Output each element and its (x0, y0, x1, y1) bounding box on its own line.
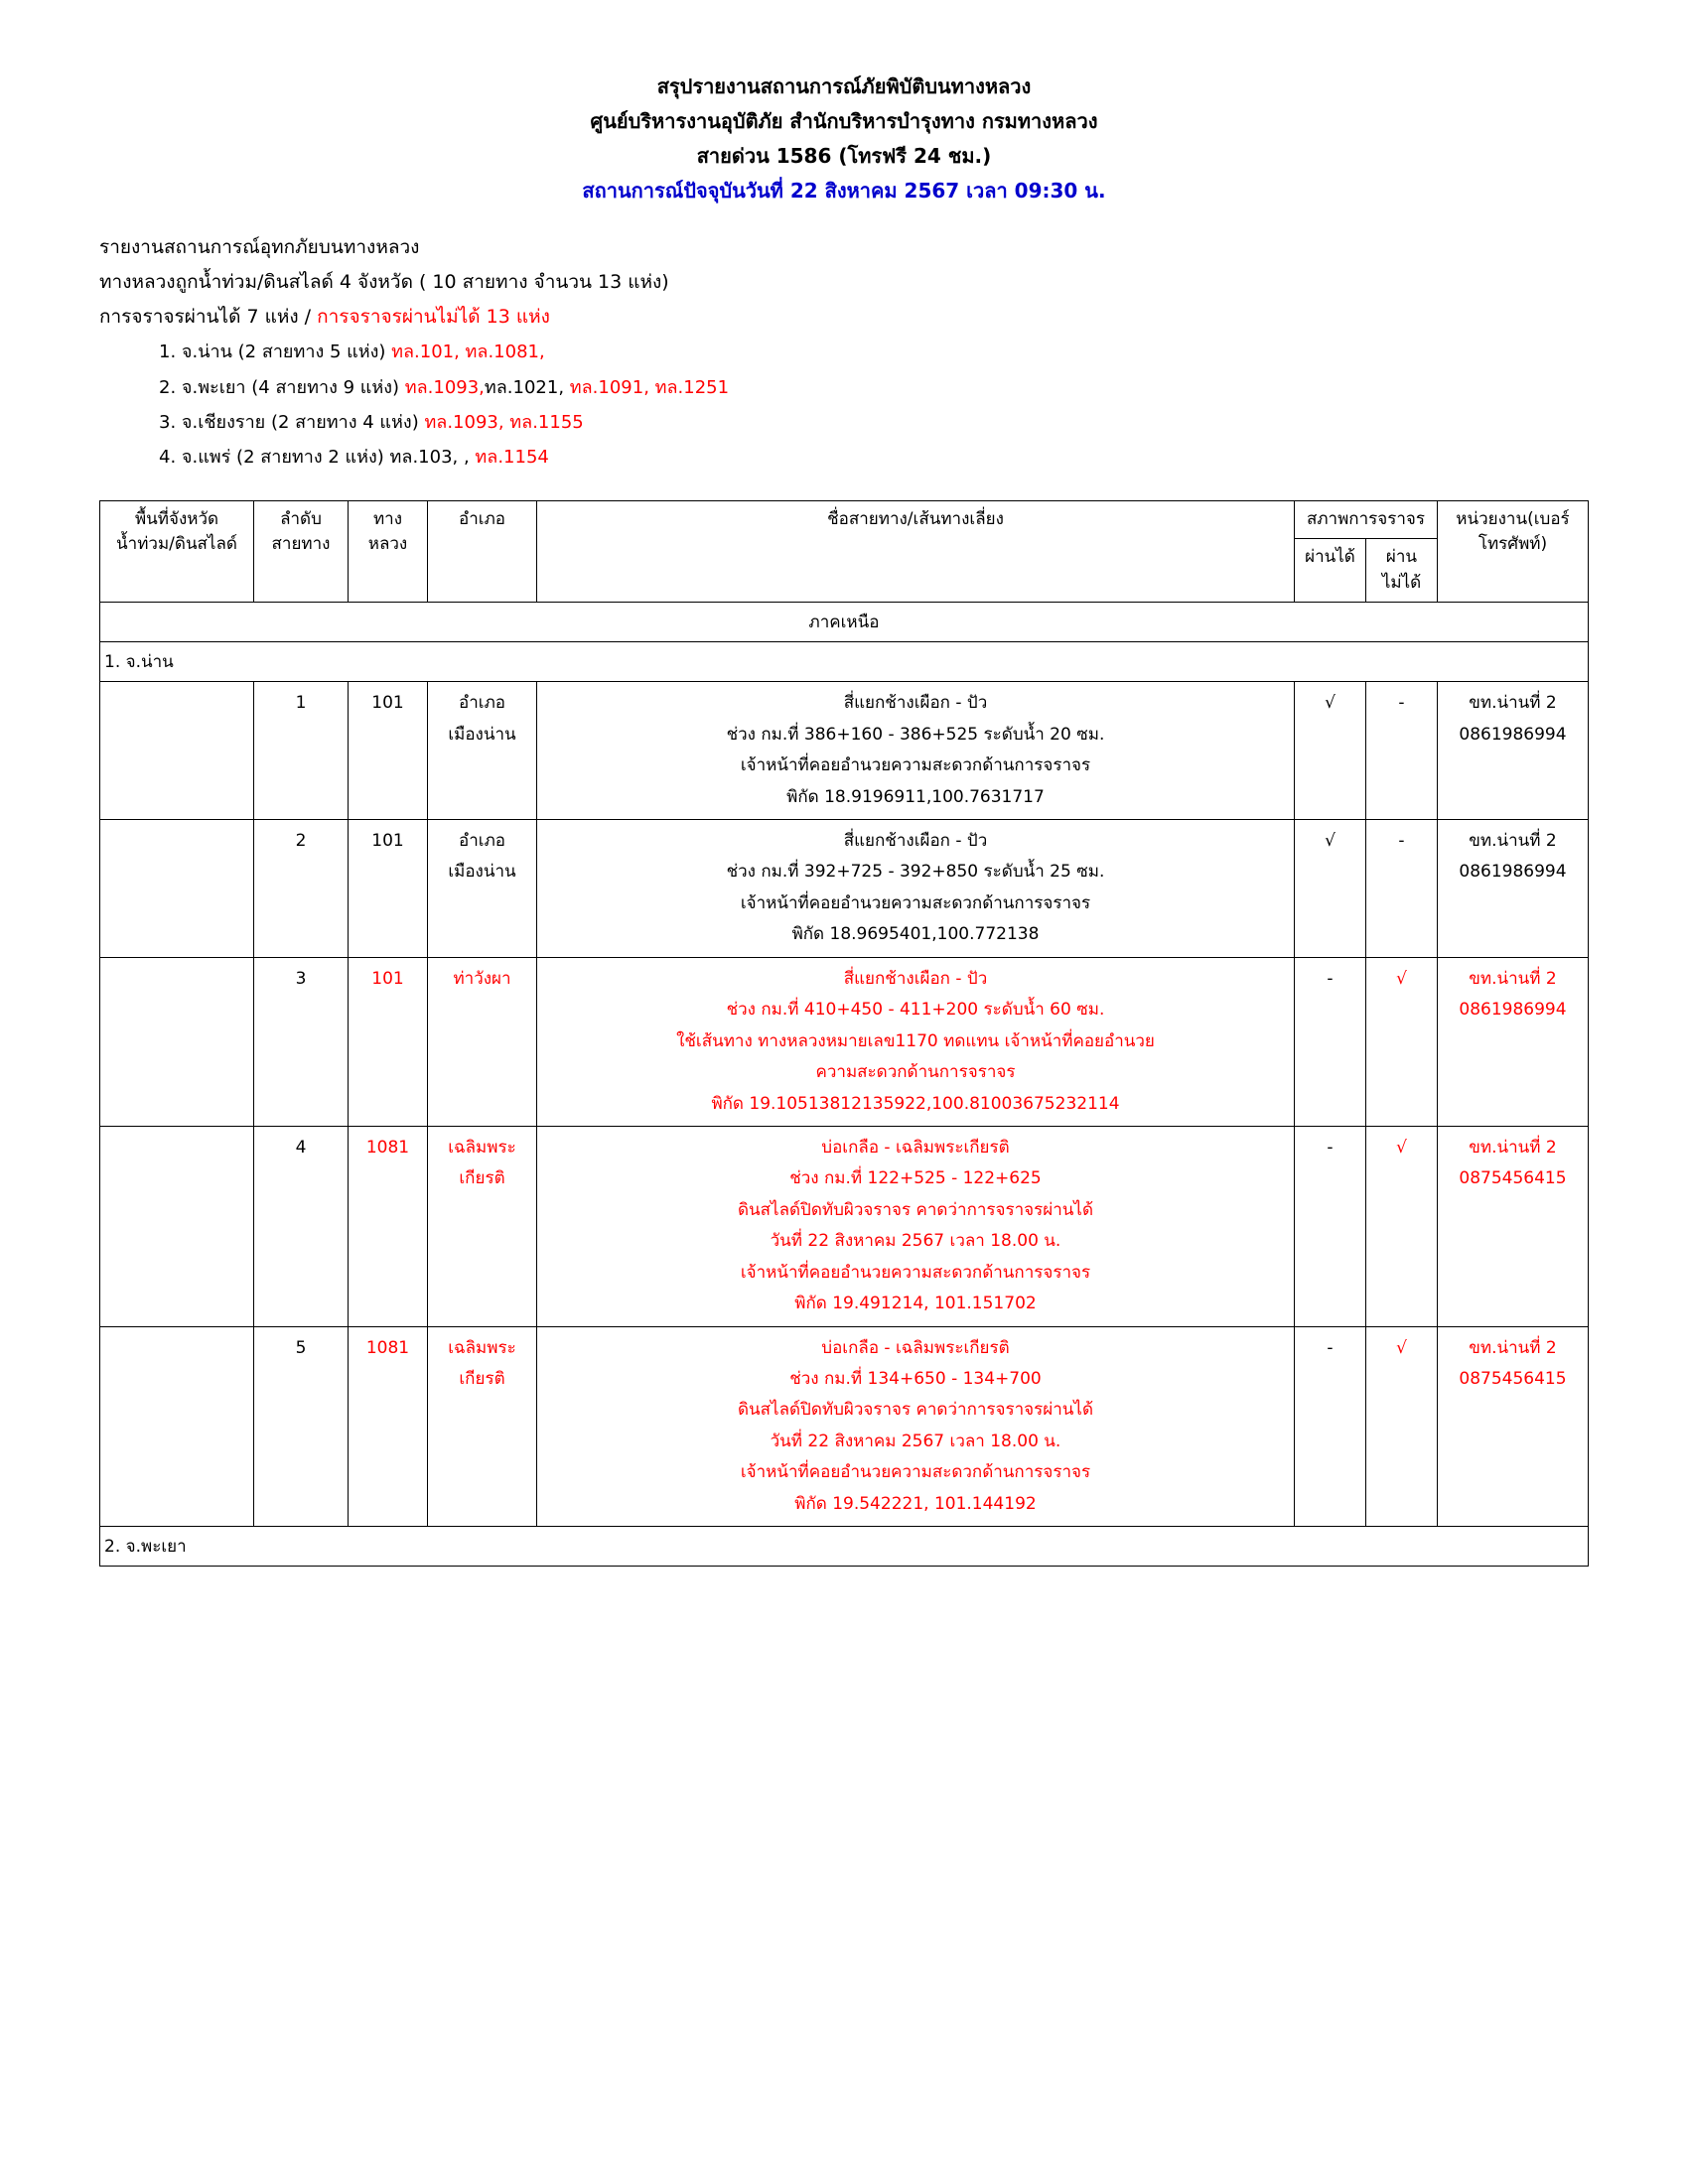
header-line-2: ศูนย์บริหารงานอุบัติภัย สำนักบริหารบำรุงทาง กรมทางหลวง (590, 109, 1098, 133)
table-row (100, 682, 1589, 820)
col-header-traffic-condition: สภาพการจราจร (1294, 500, 1437, 539)
detail-line-1: บ่อเกลือ - เฉลิมพระเกียรติ (821, 1137, 1010, 1158)
cell-district-line2: เมืองน่าน (448, 724, 516, 745)
cell-impassable: - (1365, 820, 1437, 958)
col-header-province-line1: พื้นที่จังหวัด (134, 508, 219, 529)
cell-road-number: 101 (349, 682, 428, 820)
detail-line-3: ดินสไลด์ปิดทับผิวจราจร คาดว่าการจราจรผ่านได้ (738, 1400, 1093, 1421)
province-roads-impassable: ทล.101, ทล.1081, (391, 341, 545, 363)
cell-unit-phone: 0861986994 (1459, 724, 1567, 745)
cell-district-line2: เมืองน่าน (448, 862, 516, 883)
intro-province-list (99, 335, 1589, 474)
col-header-province-line2: น้ำท่วม/ดินสไลด์ (116, 534, 237, 555)
table-header-row (100, 500, 1589, 539)
cell-unit (1438, 1326, 1589, 1527)
cell-route-detail (537, 820, 1295, 958)
cell-province (100, 957, 254, 1126)
cell-passable (1294, 1326, 1365, 1527)
cell-province (100, 682, 254, 820)
province-detail: (2 สายทาง 5 แห่ง) (231, 341, 392, 363)
col-header-road (349, 500, 428, 603)
detail-line-3: เจ้าหน้าที่คอยอำนวยความสะดวกด้านการจราจร (740, 892, 1091, 913)
situation-table (99, 500, 1589, 1567)
province-group-label: 1. จ.น่าน (100, 642, 1589, 682)
cell-unit (1438, 957, 1589, 1126)
cell-district-line2: เกียรติ (459, 1369, 505, 1390)
cell-district-line2: เกียรติ (459, 1168, 505, 1189)
detail-line-2: ช่วง กม.ที่ 122+525 - 122+625 (789, 1168, 1042, 1189)
detail-line-1: สี่แยกช้างเผือก - ปัว (843, 968, 988, 989)
region-row-north (100, 603, 1589, 642)
province-roads-passable: ทล.1021, (484, 376, 570, 398)
province-name: จ.พะเยา (181, 376, 246, 398)
cell-unit-name: ขท.น่านที่ 2 (1469, 1337, 1557, 1358)
cell-sequence-value: 5 (295, 1337, 307, 1358)
cell-unit-phone: 0875456415 (1459, 1369, 1567, 1390)
detail-line-2: ช่วง กม.ที่ 386+160 - 386+525 ระดับน้ำ 20 ซม. (726, 724, 1105, 745)
detail-line-3: เจ้าหน้าที่คอยอำนวยความสะดวกด้านการจราจร (740, 755, 1091, 776)
cell-district-line1: ท่าวังผา (453, 968, 511, 989)
header-line-1: สรุปรายงานสถานการณ์ภัยพิบัติบนทางหลวง (656, 74, 1032, 98)
region-label: ภาคเหนือ (100, 603, 1589, 642)
province-name: จ.เชียงราย (181, 411, 266, 433)
detail-line-4: พิกัด 18.9196911,100.7631717 (786, 786, 1045, 807)
intro-block (99, 230, 1589, 475)
intro-affected-count: ทางหลวงถูกน้ำท่วม/ดินสไลด์ 4 จังหวัด ( 10 สายทาง จำนวน 13 แห่ง) (99, 271, 669, 294)
cell-district (428, 682, 537, 820)
detail-line-4: ความสะดวกด้านการจราจร (815, 1062, 1016, 1083)
detail-line-4: วันที่ 22 สิงหาคม 2567 เวลา 18.00 น. (770, 1231, 1061, 1252)
col-header-impassable-line1: ผ่าน (1385, 547, 1418, 568)
detail-line-6: พิกัด 19.542221, 101.144192 (794, 1493, 1037, 1514)
cell-impassable: √ (1365, 1126, 1437, 1326)
detail-line-2: ช่วง กม.ที่ 134+650 - 134+700 (789, 1369, 1042, 1390)
intro-traffic-impassable: การจราจรผ่านไม่ได้ 13 แห่ง (317, 306, 550, 329)
cell-unit (1438, 1126, 1589, 1326)
cell-impassable: - (1365, 682, 1437, 820)
cell-road-number: 101 (349, 820, 428, 958)
cell-passable (1294, 1126, 1365, 1326)
col-header-sequence-line2: สายทาง (271, 534, 331, 555)
cell-district-line1: เฉลิมพระ (448, 1137, 516, 1158)
cell-unit (1438, 682, 1589, 820)
cell-sequence (254, 957, 349, 1126)
cell-sequence: 1 (254, 682, 349, 820)
cell-route-detail (537, 1326, 1295, 1527)
detail-line-1: สี่แยกช้างเผือก - ปัว (843, 693, 988, 714)
cell-sequence-value: 3 (295, 968, 307, 989)
cell-road-number: 1081 (349, 1326, 428, 1527)
province-index: 4. (159, 446, 177, 468)
province-roads-impassable: ทล.1093, ทล.1155 (424, 411, 584, 433)
detail-line-3: ดินสไลด์ปิดทับผิวจราจร คาดว่าการจราจรผ่านได้ (738, 1199, 1093, 1220)
cell-province (100, 1126, 254, 1326)
detail-line-5: พิกัด 19.10513812135922,100.81003675232114 (711, 1093, 1120, 1114)
intro-title: รายงานสถานการณ์อุทกภัยบนทางหลวง (99, 236, 420, 258)
cell-unit-name: ขท.น่านที่ 2 (1469, 968, 1557, 989)
detail-line-5: เจ้าหน้าที่คอยอำนวยความสะดวกด้านการจราจร (740, 1462, 1091, 1483)
cell-district-line1: เฉลิมพระ (448, 1337, 516, 1358)
province-index: 1. (159, 341, 177, 363)
col-header-impassable-line2: ไม่ได้ (1381, 572, 1422, 593)
cell-unit-phone: 0875456415 (1459, 1168, 1567, 1189)
province-roads-impassable: ทล.1093, (404, 376, 485, 398)
header-current-status-datetime: สถานการณ์ปัจจุบันวันที่ 22 สิงหาคม 2567 เวลา 09:30 น. (582, 179, 1106, 203)
cell-unit-phone: 0861986994 (1459, 1000, 1567, 1021)
cell-sequence (254, 1326, 349, 1527)
cell-district-line1: อำเภอ (459, 831, 505, 852)
province-detail: (4 สายทาง 9 แห่ง) (245, 376, 405, 398)
col-header-province (100, 500, 254, 603)
col-header-unit-line2: โทรศัพท์) (1477, 534, 1548, 555)
cell-sequence: 2 (254, 820, 349, 958)
province-index: 2. (159, 376, 177, 398)
table-row (100, 957, 1589, 1126)
province-roads-impassable: ทล.1154 (475, 446, 549, 468)
detail-line-3: ใช้เส้นทาง ทางหลวงหมายเลข1170 ทดแทน เจ้าหน้าที่คอยอำนวย (676, 1030, 1155, 1051)
cell-district (428, 1326, 537, 1527)
cell-province (100, 1326, 254, 1527)
col-header-road-line1: ทาง (372, 508, 403, 529)
list-item (159, 335, 1589, 369)
detail-line-4: พิกัด 18.9695401,100.772138 (791, 924, 1040, 945)
detail-line-6: พิกัด 19.491214, 101.151702 (794, 1294, 1037, 1314)
province-name: จ.แพร่ (181, 446, 231, 468)
detail-line-4: วันที่ 22 สิงหาคม 2567 เวลา 18.00 น. (770, 1431, 1061, 1451)
province-name: จ.น่าน (181, 341, 232, 363)
province-detail: (2 สายทาง 4 แห่ง) (265, 411, 425, 433)
cell-impassable: √ (1365, 1326, 1437, 1527)
col-header-sequence-line1: ลำดับ (280, 508, 322, 529)
province-group-label: 2. จ.พะเยา (100, 1527, 1589, 1567)
province-roads-passable: ทล.103, , (389, 446, 476, 468)
list-item (159, 370, 1589, 405)
cell-unit (1438, 820, 1589, 958)
cell-unit-name: ขท.น่านที่ 2 (1469, 693, 1557, 714)
detail-line-1: บ่อเกลือ - เฉลิมพระเกียรติ (821, 1337, 1010, 1358)
cell-district-line1: อำเภอ (459, 693, 505, 714)
cell-sequence-value: 4 (295, 1137, 307, 1158)
cell-unit-name: ขท.น่านที่ 2 (1469, 1137, 1557, 1158)
col-header-sequence (254, 500, 349, 603)
intro-traffic-passable: การจราจรผ่านได้ 7 แห่ง / (99, 306, 318, 329)
cell-district (428, 820, 537, 958)
col-header-unit-line1: หน่วยงาน(เบอร์ (1456, 508, 1570, 529)
cell-route-detail (537, 682, 1295, 820)
cell-unit-name: ขท.น่านที่ 2 (1469, 831, 1557, 852)
detail-line-5: เจ้าหน้าที่คอยอำนวยความสะดวกด้านการจราจร (740, 1262, 1091, 1283)
cell-sequence (254, 1126, 349, 1326)
detail-line-2: ช่วง กม.ที่ 410+450 - 411+200 ระดับน้ำ 60 ซม. (726, 1000, 1105, 1021)
document-header (99, 69, 1589, 208)
cell-impassable: √ (1365, 957, 1437, 1126)
cell-passable-value: - (1327, 1337, 1334, 1358)
cell-passable: √ (1294, 820, 1365, 958)
province-group-phayao (100, 1527, 1589, 1567)
cell-route-detail (537, 957, 1295, 1126)
table-row (100, 1326, 1589, 1527)
cell-passable: √ (1294, 682, 1365, 820)
col-header-road-line2: หลวง (367, 534, 408, 555)
cell-unit-phone: 0861986994 (1459, 862, 1567, 883)
col-header-unit (1438, 500, 1589, 603)
cell-passable (1294, 957, 1365, 1126)
cell-road-number: 1081 (349, 1126, 428, 1326)
header-hotline: สายด่วน 1586 (โทรฟรี 24 ชม.) (696, 144, 992, 168)
list-item (159, 405, 1589, 440)
cell-passable-value: - (1327, 968, 1334, 989)
province-group-nan (100, 642, 1589, 682)
province-roads-impassable-2: ทล.1091, ทล.1251 (569, 376, 730, 398)
province-detail: (2 สายทาง 2 แห่ง) (230, 446, 390, 468)
intro-traffic-summary (99, 300, 1589, 335)
table-row (100, 1126, 1589, 1326)
cell-district (428, 1126, 537, 1326)
cell-route-detail (537, 1126, 1295, 1326)
cell-province (100, 820, 254, 958)
col-header-route-name: ชื่อสายทาง/เส้นทางเลี่ยง (537, 500, 1295, 603)
province-index: 3. (159, 411, 177, 433)
detail-line-2: ช่วง กม.ที่ 392+725 - 392+850 ระดับน้ำ 25 ซม. (726, 862, 1105, 883)
col-header-district: อำเภอ (428, 500, 537, 603)
col-header-passable: ผ่านได้ (1294, 539, 1365, 603)
col-header-impassable (1365, 539, 1437, 603)
cell-district (428, 957, 537, 1126)
cell-passable-value: - (1327, 1137, 1334, 1158)
detail-line-1: สี่แยกช้างเผือก - ปัว (843, 831, 988, 852)
list-item (159, 440, 1589, 475)
cell-road-number: 101 (349, 957, 428, 1126)
table-row (100, 820, 1589, 958)
